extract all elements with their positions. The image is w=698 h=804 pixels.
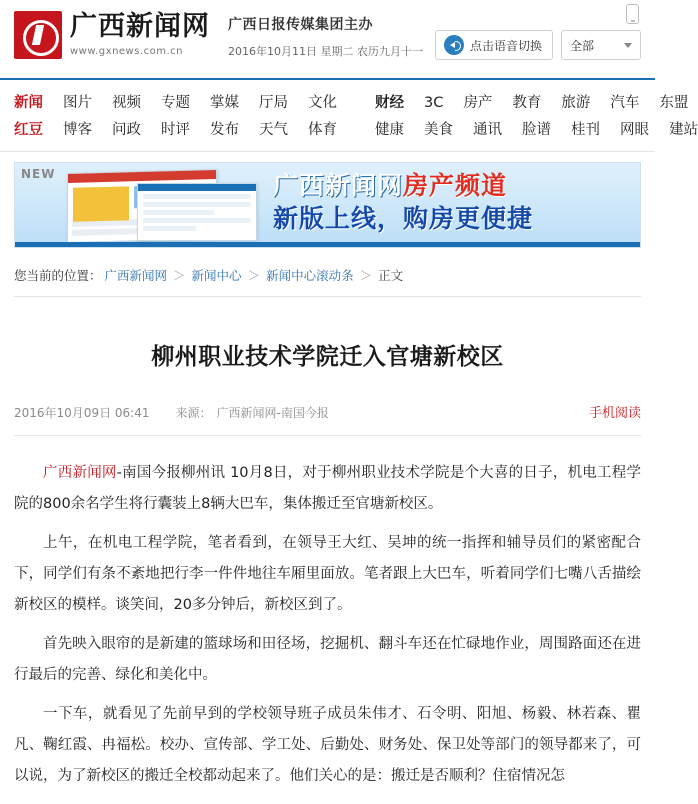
logo-text-block (70, 10, 210, 57)
breadcrumb-item-newscenter[interactable]: 新闻中心 (191, 268, 242, 283)
article (14, 297, 641, 792)
nav-item-realestate[interactable]: 房产 (463, 94, 493, 111)
nav-item-pictures[interactable]: 图片 (63, 94, 92, 111)
voice-switch-label: 点击语音切换 (469, 38, 542, 53)
banner-line1-white: 广西新闻网 (273, 171, 404, 200)
nav-item-asean[interactable]: 东盟 (659, 94, 689, 111)
nav-row-1 (14, 89, 689, 116)
banner-line-2: 新版上线，购房更便捷 (273, 204, 534, 233)
nav-item-telecom[interactable]: 通讯 (473, 121, 502, 138)
header-center (228, 10, 423, 59)
article-meta (14, 404, 641, 436)
nav-item-weather[interactable]: 天气 (259, 121, 288, 138)
voice-switch-button[interactable] (435, 30, 553, 60)
nav-item-faces[interactable]: 脸谱 (522, 121, 551, 138)
article-paragraph: 一下车，就看见了先前早到的学校领导班子成员朱伟才、石令明、阳旭、杨毅、林若森、瞿凡、鞠红霞、冉福松。校办、宣传部、学工处、后勤处、财务处、保卫处等部门的领导都来了，可以说，为了新校区的搬迁全校都动起来了。他们关心的是：搬迁是否顺利？住宿情况怎 (14, 706, 641, 785)
breadcrumb-item-home[interactable]: 广西新闻网 (104, 268, 168, 283)
banner-line1-red: 房产频道 (403, 171, 508, 200)
nav-item-mobile-media[interactable]: 掌媒 (210, 94, 239, 111)
site-header (0, 0, 655, 78)
nav-item-govask[interactable]: 问政 (112, 121, 141, 138)
banner-text (273, 169, 634, 235)
nav-item-blog[interactable]: 博客 (63, 121, 92, 138)
nav-item-topics[interactable]: 专题 (161, 94, 190, 111)
nav-item-sports[interactable]: 体育 (308, 121, 337, 138)
nav-item-guikan[interactable]: 桂刊 (571, 121, 600, 138)
breadcrumb-current: 正文 (378, 268, 404, 283)
article-paragraph-text: -南国今报柳州讯 10月8日，对于柳州职业技术学院是个大喜的日子，机电工程学院的800余名学生将行囊装上8辆大巴车，集体搬迁至官塘新校区。 (14, 465, 641, 513)
breadcrumb (14, 266, 641, 297)
sponsor-line: 广西日报传媒集团主办 (228, 17, 373, 33)
nav-item-auto[interactable]: 汽车 (610, 94, 640, 111)
header-controls (435, 30, 641, 60)
speaker-icon (444, 35, 464, 55)
gxnews-logo-icon (14, 11, 62, 59)
site-title: 广西新闻网 (70, 11, 210, 42)
nav-item-commentary[interactable]: 时评 (161, 121, 190, 138)
breadcrumb-label: 您当前的位置： (14, 268, 102, 283)
nav-item-hongdou[interactable]: 红豆 (14, 121, 43, 138)
breadcrumb-item-scroll[interactable]: 新闻中心滚动条 (266, 268, 354, 283)
scope-select-value: 全部 (570, 38, 595, 53)
page-title: 柳州职业技术学院迁入官塘新校区 (151, 344, 504, 371)
nav-item-release[interactable]: 发布 (210, 121, 239, 138)
nav-item-food[interactable]: 美食 (424, 121, 453, 138)
nav-item-travel[interactable]: 旅游 (561, 94, 591, 111)
banner-line-1 (273, 169, 634, 202)
nav-item-education[interactable]: 教育 (512, 94, 542, 111)
breadcrumb-separator: ＞ (247, 268, 261, 283)
breadcrumb-separator: ＞ (173, 268, 186, 283)
site-logo[interactable] (14, 10, 210, 59)
main-nav (0, 78, 698, 152)
date-line: 2016年10月11日 星期二 农历九月十一 (228, 45, 423, 58)
banner-new-tag: NEW (21, 167, 56, 181)
mobile-phone-icon[interactable] (626, 4, 639, 24)
nav-item-finance[interactable]: 财经 (375, 94, 404, 111)
scope-select[interactable] (561, 30, 641, 60)
banner-bottom-bar (15, 242, 640, 247)
article-body (14, 458, 641, 792)
nav-item-3c[interactable]: 3C (424, 94, 444, 111)
article-source-label: 来源： (175, 406, 212, 421)
nav-item-netwatch[interactable]: 网眼 (620, 121, 649, 138)
mobile-read-link[interactable]: 手机阅读 (588, 406, 641, 422)
nav-item-news[interactable]: 新闻 (14, 94, 43, 111)
site-url: www.gxnews.com.cn (70, 46, 183, 57)
article-date: 2016年10月09日 06:41 (14, 406, 150, 421)
chevron-down-icon (624, 43, 632, 48)
nav-item-culture[interactable]: 文化 (308, 94, 337, 111)
article-paragraph: 首先映入眼帘的是新建的篮球场和田径场，挖掘机、翻斗车还在忙碌地作业，周围路面还在进行最后的完善、绿化和美化中。 (14, 636, 641, 684)
article-lead-source: 广西新闻网 (43, 465, 117, 482)
nav-item-departments[interactable]: 厅局 (259, 94, 288, 111)
article-paragraph: 上午，在机电工程学院，笔者看到，在领导王大红、吴坤的统一指挥和辅导员们的紧密配合下，同学们有条不紊地把行李一件件地往车厢里面放。笔者跟上大巴车，听着同学们七嘴八舌描绘新校区的模样。谈笑间，20多分钟后，新校区到了。 (14, 535, 641, 614)
promo-banner[interactable] (14, 162, 641, 248)
breadcrumb-separator: ＞ (359, 268, 373, 283)
article-paragraph (14, 458, 641, 520)
nav-item-sitebuild[interactable]: 建站 (669, 121, 698, 138)
nav-item-health[interactable]: 健康 (375, 121, 404, 138)
nav-item-video[interactable]: 视频 (112, 94, 141, 111)
article-source: 广西新闻网-南国今报 (216, 406, 329, 421)
nav-row-2 (14, 116, 698, 143)
banner-screenshot-2 (137, 183, 257, 241)
